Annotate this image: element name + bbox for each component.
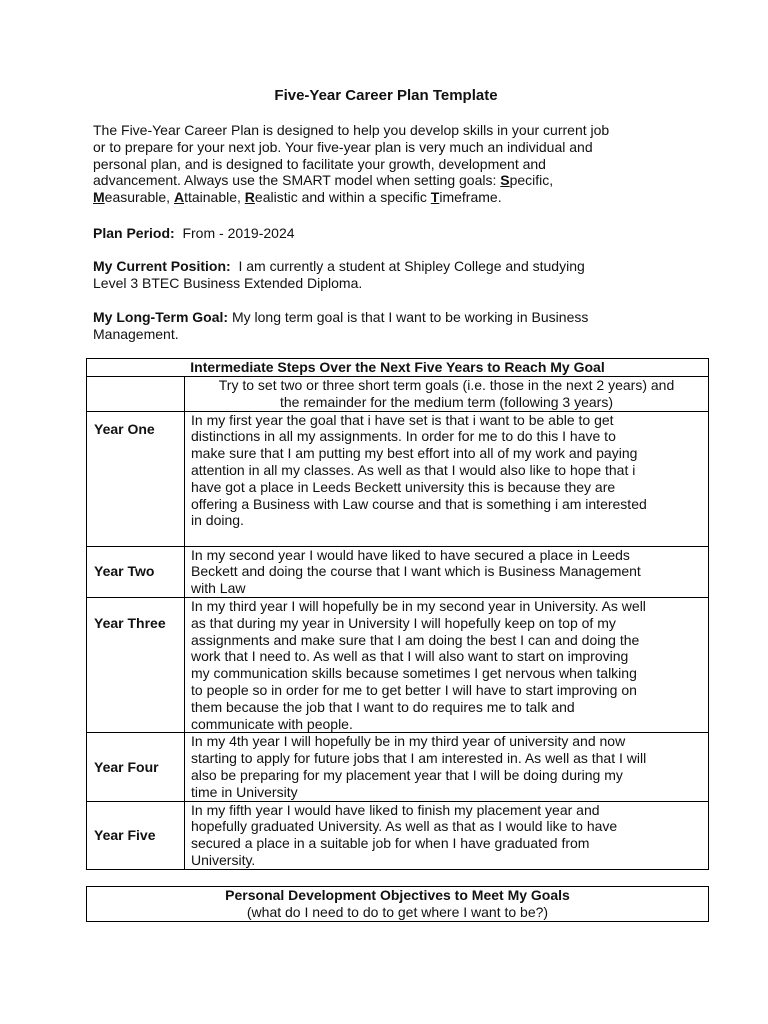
instructions-cell [185,377,709,412]
goal-line: as that during my year in University I will hopefully keep on top of my [191,614,616,631]
goal-line: distinctions in all my assignments. In order for me to do this I have to [191,428,616,445]
goal-line: have got a place in Leeds Beckett university this is because they are [191,478,616,495]
pdo-header-row [87,887,709,922]
intro-line [93,189,673,206]
goal-line: assignments and make sure that I am doing the best I can and doing the [191,631,640,648]
long-term-goal [93,309,693,343]
year-goal-text [185,733,709,801]
goal-line: In my third year I will hopefully be in my second year in University. As well [191,597,646,614]
year-goal-text [185,801,709,869]
intro-text: easurable, [104,189,174,206]
goal-line: attention in all my classes. As well as that I would also like to hope that i [191,461,636,478]
table-row [87,733,709,801]
long-term-goal-label: My Long-Term Goal: [93,309,229,325]
smart-letter-t: T [430,189,440,206]
intro-text: advancement. Always use the SMART model when setting goals: [93,172,501,189]
goal-line: In my fifth year I would have liked to finish my placement year and [191,801,600,818]
smart-letter-a: A [173,189,185,206]
goal-line: make sure that I am putting my best effort into all of my work and paying [191,445,638,462]
current-position-line [93,258,693,275]
long-term-goal-text: My long term goal is that I want to be working in Business [231,309,589,325]
goal-line: In my first year the goal that i have set is that i want to be able to get [191,411,614,428]
long-term-goal-line [93,309,693,326]
pdo-title: Personal Development Objectives to Meet My Goals [225,887,570,903]
table-header-row [87,359,709,377]
year-goal-text [185,597,709,732]
intermediate-steps-table [86,358,709,870]
plan-period-value: From - 2019-2024 [182,225,295,241]
current-position [93,258,693,292]
plan-period-label: Plan Period: [93,225,175,241]
current-position-line: Level 3 BTEC Business Extended Diploma. [93,274,363,291]
goal-line: starting to apply for future jobs that I am interested in. As well as that I will [191,750,647,767]
intro-line: personal plan, and is designed to facilitate your growth, development and [93,155,546,172]
smart-letter-r: R [244,189,255,206]
long-term-goal-line: Management. [93,325,179,342]
year-label: Year Five [87,801,185,869]
intro-text: ttainable, [184,189,245,206]
current-position-label: My Current Position: [93,258,231,274]
goal-line: in doing. [191,512,244,529]
smart-letter-m: M [93,189,105,206]
year-label: Year Four [87,733,185,801]
table-row [87,546,709,597]
plan-period [93,225,693,242]
goal-line: offering a Business with Law course and that is something i am interested [191,495,647,512]
intro-text: pecific, [509,172,554,189]
pdo-header-cell [87,887,709,922]
instructions-line: the remainder for the medium term (following 3 years) [279,393,614,410]
goal-line: In my second year I would have liked to have secured a place in Leeds [191,546,630,563]
smart-letter-s: S [500,172,510,189]
page-title: Five-Year Career Plan Template [274,87,498,104]
year-label: Year One [87,411,185,546]
goal-line: Beckett and doing the course that I want which is Business Management [191,563,641,580]
intro-text: ealistic and within a specific [254,189,431,206]
current-position-text: I am currently a student at Shipley College and studying [238,258,585,274]
intro-line [93,172,673,189]
goal-line: secured a place in a suitable job for when I have graduated from [191,835,590,852]
intro-line: or to prepare for your next job. Your five-year plan is very much an individual and [93,138,593,155]
instructions-line: Try to set two or three short term goals (i.e. those in the next 2 years) and [218,377,675,393]
year-goal-text [185,411,709,546]
year-label: Year Two [87,546,185,597]
table-row [87,597,709,732]
goal-line: with Law [191,580,246,597]
intro-line: The Five-Year Career Plan is designed to help you develop skills in your current job [93,122,610,138]
goal-line: my communication skills because sometimes I get nervous when talking [191,665,637,682]
empty-cell [87,377,185,412]
goal-line: them because the job that I want to do requires me to talk and [191,698,575,715]
year-label: Year Three [87,597,185,732]
intro-text: imeframe. [439,189,502,206]
goal-line: In my 4th year I will hopefully be in my third year of university and now [191,733,626,750]
goal-line: also be preparing for my placement year that I will be doing during my [191,766,623,783]
personal-development-table [86,886,709,922]
instructions-row [87,377,709,412]
pdo-subtitle: (what do I need to do to get where I want to be?) [246,903,549,920]
table-header: Intermediate Steps Over the Next Five Years to Reach My Goal [87,359,709,377]
table-row [87,801,709,869]
table-row [87,411,709,546]
plan-period-line [93,225,693,242]
goal-line: communicate with people. [191,715,353,732]
intro-paragraph [93,122,673,206]
goal-line: time in University [191,783,298,800]
year-goal-text [185,546,709,597]
goal-line: hopefully graduated University. As well as that as I would like to have [191,818,618,835]
goal-line: University. [191,851,256,868]
goal-line: work that I need to. As well as that I will also want to start on improving [191,648,629,665]
goal-line: to people so in order for me to get better I will have to start improving on [191,681,637,698]
